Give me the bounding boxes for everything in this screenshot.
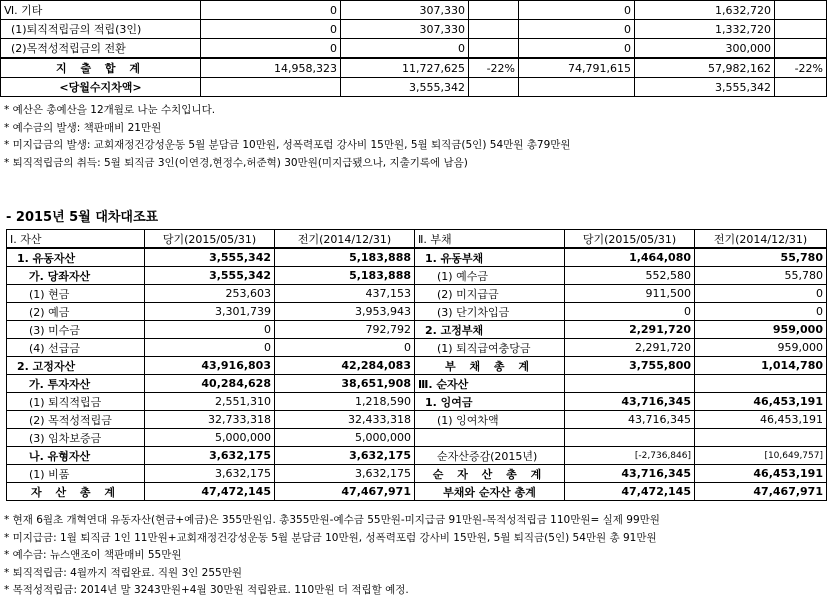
liability-prior-value: 46,453,191 — [695, 411, 827, 429]
liability-prior-value: 46,453,191 — [695, 393, 827, 411]
liability-label: 부채와 순자산 총계 — [415, 483, 565, 501]
table-row — [1, 1, 827, 20]
asset-label: 가. 투자자산 — [7, 375, 145, 393]
liability-label: (3) 단기차입금 — [415, 303, 565, 321]
note-line: * 현재 6월초 개혁연대 유동자산(현금+예금)은 355만원임. 총355만원-예수금 55만원-미지급금 91만원-목적성적립금 110만원= 실제 99만원 — [4, 514, 660, 526]
asset-prior-value: 437,153 — [275, 285, 415, 303]
table-row — [7, 375, 827, 393]
liability-prior-value: [10,649,757] — [695, 447, 827, 465]
table-row — [7, 321, 827, 339]
note-line: * 미지급금의 발생: 교회재정건강성운동 5월 분담금 10만원, 성폭력포럼 강사비 15만원, 5월 퇴직금(5인) 54만원 총79만원 — [4, 139, 571, 151]
liability-label: 1. 잉여금 — [415, 393, 565, 411]
asset-current-value: 3,555,342 — [145, 248, 275, 267]
ratio-cum — [775, 78, 827, 97]
asset-prior-value: 3,953,943 — [275, 303, 415, 321]
liability-prior-value: 1,014,780 — [695, 357, 827, 375]
liability-prior-value: 55,780 — [695, 267, 827, 285]
asset-current-value: 32,733,318 — [145, 411, 275, 429]
liability-current-value: 2,291,720 — [565, 339, 695, 357]
asset-prior-value: 47,467,971 — [275, 483, 415, 501]
asset-prior-value: 5,183,888 — [275, 248, 415, 267]
liability-label: 부 채 총 계 — [415, 357, 565, 375]
actual-month: 0 — [341, 39, 469, 59]
asset-label: (3) 임차보증금 — [7, 429, 145, 447]
asset-current-value: 0 — [145, 339, 275, 357]
budget-cum: 0 — [519, 1, 635, 20]
asset-label: (1) 현금 — [7, 285, 145, 303]
liability-prior-value — [695, 429, 827, 447]
budget-month: 14,958,323 — [201, 58, 341, 78]
asset-label: (2) 예금 — [7, 303, 145, 321]
note-line: * 미지급금: 1월 퇴직금 1인 11만원+교회재정건강성운동 5월 분담금 10만원, 성폭력포럼 강사비 15만원, 5월 퇴직금(5인) 54만원 총 91만원 — [4, 531, 657, 544]
liability-prior-value: 46,453,191 — [695, 465, 827, 483]
table-row — [7, 447, 827, 465]
asset-current-value: 3,555,342 — [145, 267, 275, 285]
budget-month: 0 — [201, 39, 341, 59]
asset-current-value: 47,472,145 — [145, 483, 275, 501]
liability-current-value: 2,291,720 — [565, 321, 695, 339]
asset-label: (1) 퇴직적립금 — [7, 393, 145, 411]
notes-bottom — [4, 512, 660, 600]
asset-label: 1. 유동자산 — [7, 248, 145, 267]
asset-prior-value: 32,433,318 — [275, 411, 415, 429]
note-line: * 퇴직적립금: 4월까지 적립완료. 직원 3인 255만원 — [4, 566, 242, 579]
actual-month: 307,330 — [341, 20, 469, 39]
table-row — [7, 248, 827, 267]
section-title: - 2015년 5월 대차대조표 — [6, 210, 159, 225]
ratio-month — [469, 20, 519, 39]
total-label: 지 출 합 계 — [1, 58, 201, 78]
table-row — [7, 285, 827, 303]
liabilities-header: Ⅱ. 부채 — [415, 230, 565, 249]
notes-top — [4, 102, 571, 172]
budget-month — [201, 78, 341, 97]
expense-summary-table — [0, 0, 827, 97]
asset-prior-value: 42,284,083 — [275, 357, 415, 375]
liability-prior-value: 959,000 — [695, 321, 827, 339]
asset-prior-value: 5,000,000 — [275, 429, 415, 447]
row-label: (1)퇴직적립금의 적립(3인) — [1, 20, 201, 39]
liability-label: 1. 유동부채 — [415, 248, 565, 267]
asset-label: (3) 미수금 — [7, 321, 145, 339]
liability-label: (1) 퇴직급여충당금 — [415, 339, 565, 357]
liability-current-value — [565, 429, 695, 447]
actual-month: 307,330 — [341, 1, 469, 20]
liability-prior-value: 47,467,971 — [695, 483, 827, 501]
note-line: * 예수금: 뉴스앤조이 책판매비 55만원 — [4, 549, 182, 561]
table-row — [7, 411, 827, 429]
table-row — [7, 303, 827, 321]
ratio-month: -22% — [469, 58, 519, 78]
asset-label: 2. 고정자산 — [7, 357, 145, 375]
assets-header: Ⅰ. 자산 — [7, 230, 145, 249]
row-label: Ⅵ. 기타 — [1, 1, 201, 20]
budget-cum: 74,791,615 — [519, 58, 635, 78]
liability-label — [415, 429, 565, 447]
header-row — [7, 230, 827, 249]
note-line: * 목적성적립금: 2014년 말 3243만원+4월 30만원 적립완료. 110만원 더 적립할 예정. — [4, 584, 409, 596]
asset-prior-value: 792,792 — [275, 321, 415, 339]
budget-cum: 0 — [519, 20, 635, 39]
liability-prior-value: 0 — [695, 285, 827, 303]
asset-label: 자 산 총 계 — [7, 483, 145, 501]
liability-current-value: 43,716,345 — [565, 411, 695, 429]
note-line: * 예산은 총예산을 12개월로 나눈 수치입니다. — [4, 104, 216, 116]
actual-month: 11,727,625 — [341, 58, 469, 78]
asset-current-value: 253,603 — [145, 285, 275, 303]
note-line: * 퇴직적립금의 취득: 5월 퇴직금 3인(이연경,현정수,허준혁) 30만원(미지급됐으나, 지출기록에 남음) — [4, 156, 468, 169]
table-row — [7, 465, 827, 483]
liability-label: (1) 예수금 — [415, 267, 565, 285]
liability-current-value: 911,500 — [565, 285, 695, 303]
asset-current-value: 2,551,310 — [145, 393, 275, 411]
table-row — [1, 78, 827, 97]
asset-current-value: 3,632,175 — [145, 465, 275, 483]
asset-label: 나. 유형자산 — [7, 447, 145, 465]
table-row — [1, 58, 827, 78]
ratio-cum: -22% — [775, 58, 827, 78]
asset-prior-value: 5,183,888 — [275, 267, 415, 285]
actual-cum: 3,555,342 — [635, 78, 775, 97]
budget-month: 0 — [201, 1, 341, 20]
ratio-cum — [775, 20, 827, 39]
liability-current-value: 0 — [565, 303, 695, 321]
ratio-month — [469, 1, 519, 20]
ratio-cum — [775, 1, 827, 20]
liability-label: (2) 미지급금 — [415, 285, 565, 303]
current-period-header: 당기(2015/05/31) — [145, 230, 275, 249]
asset-current-value: 0 — [145, 321, 275, 339]
liability-prior-value: 0 — [695, 303, 827, 321]
asset-current-value: 3,301,739 — [145, 303, 275, 321]
asset-prior-value: 38,651,908 — [275, 375, 415, 393]
asset-prior-value: 3,632,175 — [275, 447, 415, 465]
table-row — [7, 357, 827, 375]
liability-label: 순자산증감(2015년) — [415, 447, 565, 465]
asset-current-value: 5,000,000 — [145, 429, 275, 447]
liability-label: Ⅲ. 순자산 — [415, 375, 565, 393]
table-row — [7, 429, 827, 447]
asset-prior-value: 1,218,590 — [275, 393, 415, 411]
liability-current-value: [-2,736,846] — [565, 447, 695, 465]
actual-cum: 300,000 — [635, 39, 775, 59]
liability-prior-value: 959,000 — [695, 339, 827, 357]
asset-prior-value: 3,632,175 — [275, 465, 415, 483]
liability-current-value: 43,716,345 — [565, 465, 695, 483]
liability-current-value — [565, 375, 695, 393]
actual-cum: 1,332,720 — [635, 20, 775, 39]
balance-label: <당월수지차액> — [1, 78, 201, 97]
asset-label: (4) 선급금 — [7, 339, 145, 357]
actual-cum: 1,632,720 — [635, 1, 775, 20]
liability-current-value: 552,580 — [565, 267, 695, 285]
liability-current-value: 43,716,345 — [565, 393, 695, 411]
row-label: (2)목적성적립금의 전환 — [1, 39, 201, 59]
actual-month: 3,555,342 — [341, 78, 469, 97]
liability-label: 2. 고정부채 — [415, 321, 565, 339]
asset-label: (1) 비품 — [7, 465, 145, 483]
table-row — [1, 20, 827, 39]
liability-label: (1) 잉여차액 — [415, 411, 565, 429]
budget-cum — [519, 78, 635, 97]
note-line: * 예수금의 발생: 책판매비 21만원 — [4, 121, 162, 134]
asset-current-value: 40,284,628 — [145, 375, 275, 393]
budget-cum: 0 — [519, 39, 635, 59]
actual-cum: 57,982,162 — [635, 58, 775, 78]
liability-prior-value: 55,780 — [695, 248, 827, 267]
table-row — [7, 393, 827, 411]
table-row — [7, 339, 827, 357]
ratio-cum — [775, 39, 827, 59]
prior-period-header: 전기(2014/12/31) — [695, 230, 827, 249]
liability-current-value: 3,755,800 — [565, 357, 695, 375]
current-period-header: 당기(2015/05/31) — [565, 230, 695, 249]
prior-period-header: 전기(2014/12/31) — [275, 230, 415, 249]
ratio-month — [469, 78, 519, 97]
liability-current-value: 1,464,080 — [565, 248, 695, 267]
liability-current-value: 47,472,145 — [565, 483, 695, 501]
ratio-month — [469, 39, 519, 59]
table-row — [1, 39, 827, 59]
asset-label: 가. 당좌자산 — [7, 267, 145, 285]
budget-month: 0 — [201, 20, 341, 39]
table-row — [7, 267, 827, 285]
asset-current-value: 3,632,175 — [145, 447, 275, 465]
liability-label: 순 자 산 총 계 — [415, 465, 565, 483]
liability-prior-value — [695, 375, 827, 393]
asset-prior-value: 0 — [275, 339, 415, 357]
asset-current-value: 43,916,803 — [145, 357, 275, 375]
asset-label: (2) 목적성적립금 — [7, 411, 145, 429]
balance-sheet-table — [6, 229, 827, 501]
table-row — [7, 483, 827, 501]
